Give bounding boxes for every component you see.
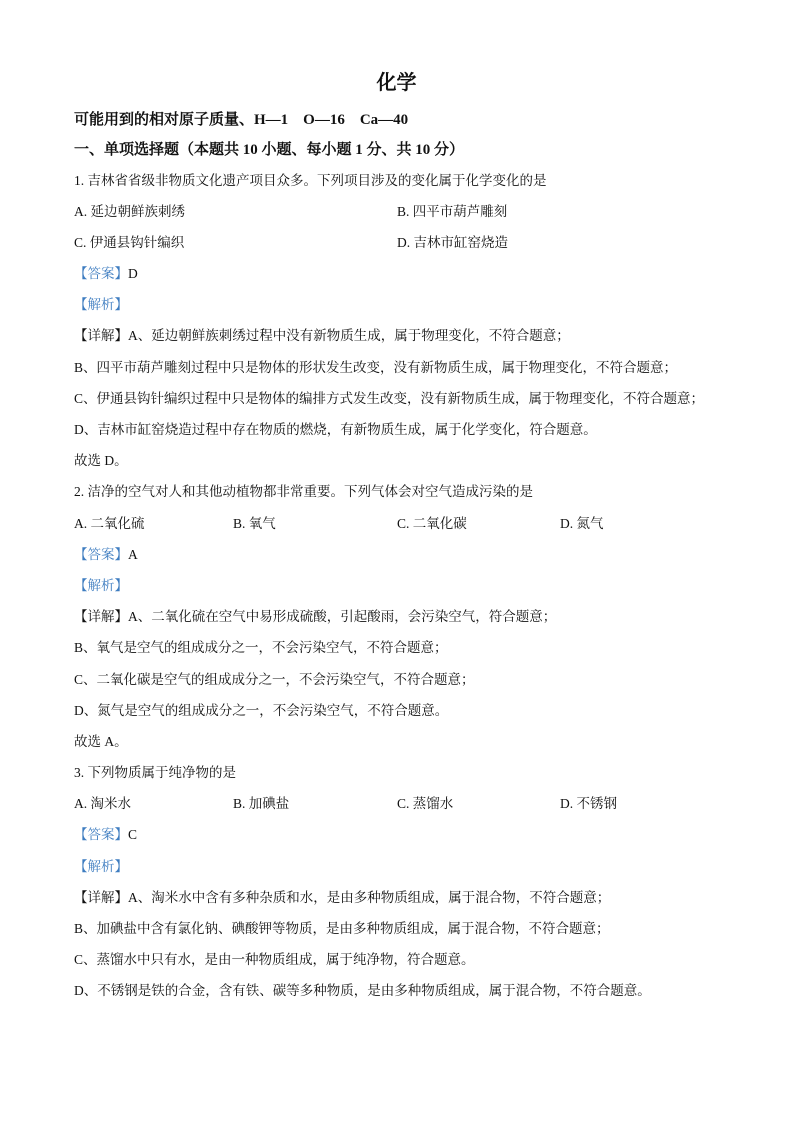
option-b: B. 氧气 (233, 515, 276, 531)
detail-text: A、二氧化硫在空气中易形成硫酸，引起酸雨，会污染空气，符合题意； (128, 609, 557, 625)
detail-line: C、二氧化碳是空气的组成成分之一，不会污染空气，不符合题意； (74, 671, 475, 687)
answer-line (74, 539, 754, 570)
answer-label: 【答案】 (74, 266, 128, 282)
option-b: B. 加碘盐 (233, 796, 290, 812)
option-c: C. 二氧化碳 (397, 515, 467, 531)
detail-line (74, 601, 754, 632)
option-d: D. 吉林市缸窑烧造 (397, 234, 508, 250)
answer-label: 【答案】 (74, 546, 128, 562)
detail-line: C、蒸馏水中只有水，是由一种物质组成，属于纯净物，符合题意。 (74, 952, 475, 968)
option-b: B. 四平市葫芦雕刻 (397, 203, 508, 219)
analysis-label: 【解析】 (74, 858, 128, 874)
answer-label: 【答案】 (74, 827, 128, 843)
detail-text: A、淘米水中含有多种杂质和水，是由多种物质组成，属于混合物，不符合题意； (128, 889, 611, 905)
questions (74, 165, 754, 1007)
detail-line: D、吉林市缸窑烧造过程中存在物质的燃烧，有新物质生成，属于化学变化，符合题意。 (74, 422, 597, 437)
answer-line (74, 258, 754, 289)
answer-value: A (128, 546, 138, 562)
detail-line: B、加碘盐中含有氯化钠、碘酸钾等物质，是由多种物质组成，属于混合物，不符合题意； (74, 921, 610, 936)
detail-label: 【详解】 (74, 328, 128, 344)
question-stem: 3. 下列物质属于纯净物的是 (74, 765, 236, 781)
option-c: C. 蒸馏水 (397, 796, 454, 812)
detail-line (74, 882, 754, 913)
options-row (74, 508, 754, 539)
conclusion: 故选 A。 (74, 733, 128, 749)
detail-line: B、四平市葫芦雕刻过程中只是物体的形状发生改变，没有新物质生成，属于物理变化，不符合题意； (74, 359, 678, 375)
answer-value: D (128, 266, 138, 282)
detail-line: B、氧气是空气的组成成分之一，不会污染空气，不符合题意； (74, 640, 448, 656)
answer-line (74, 819, 754, 850)
detail-label: 【详解】 (74, 609, 128, 625)
analysis-label: 【解析】 (74, 577, 128, 593)
document-title: 化学 (376, 72, 417, 94)
detail-line: C、伊通县钩针编织过程中只是物体的编排方式发生改变，没有新物质生成，属于物理变化，不符合题意； (74, 390, 705, 406)
options-row (74, 788, 754, 819)
answer-value: C (128, 827, 138, 843)
option-d: D. 不锈钢 (560, 796, 617, 812)
option-a: A. 二氧化硫 (74, 515, 145, 531)
detail-line: D、不锈钢是铁的合金，含有铁、碳等多种物质，是由多种物质组成，属于混合物，不符合题意。 (74, 983, 651, 999)
detail-label: 【详解】 (74, 889, 128, 905)
options-row (74, 196, 754, 227)
conclusion: 故选 D。 (74, 453, 128, 469)
options-row (74, 227, 754, 258)
option-a: A. 延边朝鲜族刺绣 (74, 203, 185, 219)
atomic-masses: 可能用到的相对原子质量、H—1 O—16 Ca—40 (74, 112, 409, 128)
section-heading: 一、单项选择题（本题共 10 小题、每小题 1 分、共 10 分） (74, 142, 465, 158)
option-d: D. 氮气 (560, 515, 604, 531)
option-a: A. 淘米水 (74, 796, 131, 812)
detail-text: A、延边朝鲜族刺绣过程中没有新物质生成，属于物理变化，不符合题意； (128, 328, 570, 344)
option-c: C. 伊通县钩针编织 (74, 234, 185, 250)
detail-line: D、氮气是空气的组成成分之一，不会污染空气，不符合题意。 (74, 702, 449, 718)
question-stem: 2. 洁净的空气对人和其他动植物都非常重要。下列气体会对空气造成污染的是 (74, 484, 533, 500)
question-stem: 1. 吉林省省级非物质文化遗产项目众多。下列项目涉及的变化属于化学变化的是 (74, 172, 547, 188)
detail-line (74, 320, 754, 351)
analysis-label: 【解析】 (74, 297, 128, 313)
